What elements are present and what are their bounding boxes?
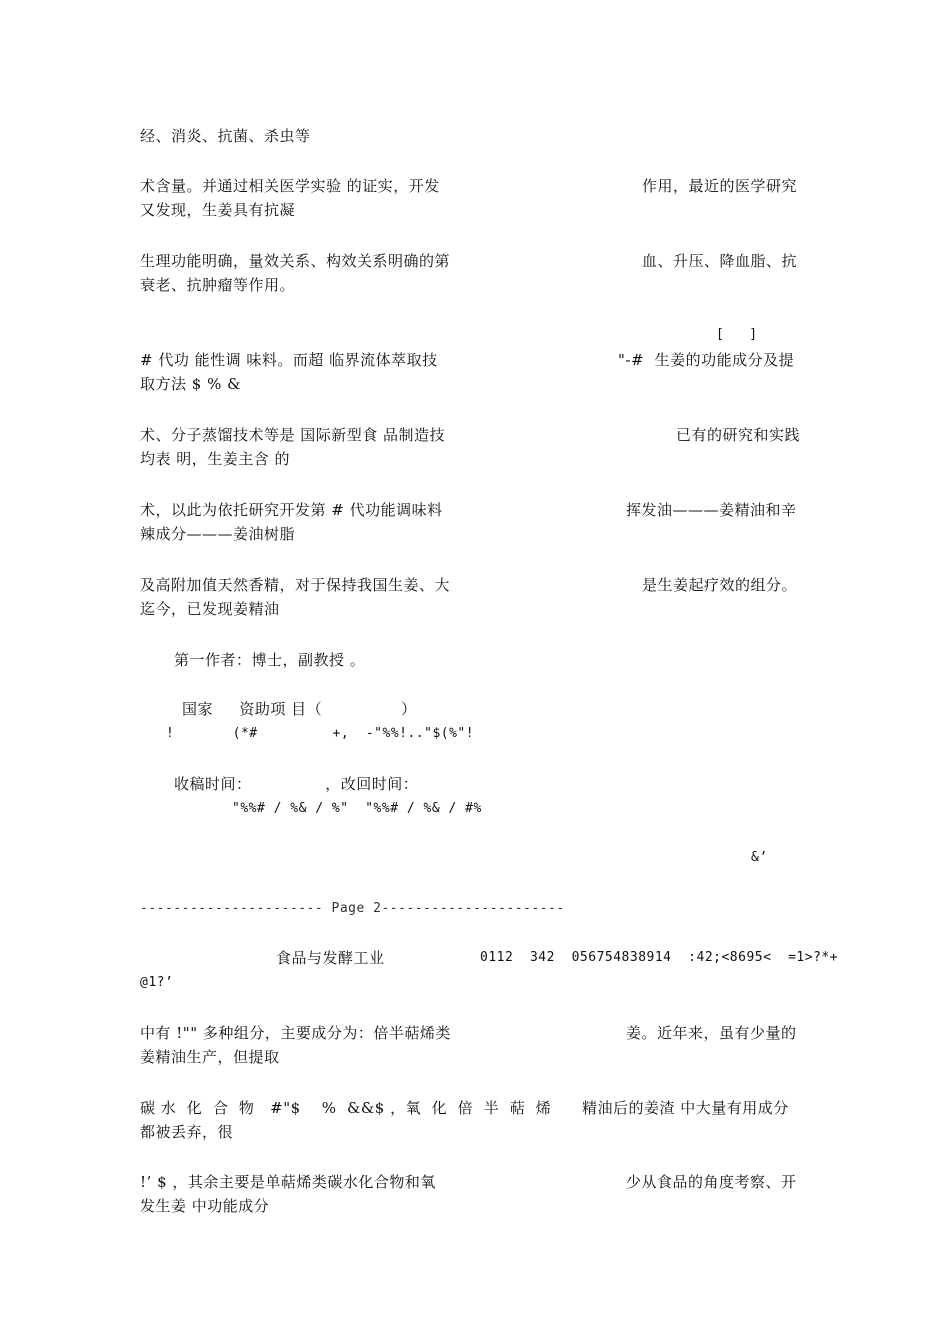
paragraph-7-right: 是生姜起疗效的组分。 (642, 576, 798, 594)
section-heading-right: "-# 生姜的功能成分及提 (618, 351, 795, 369)
fund-code: ! (*# +, -"%%!.."$(%"! (166, 726, 475, 741)
paragraph-7-left: 及高附加值天然香精，对于保持我国生姜、大 (140, 576, 451, 594)
reference-bracket: [ ] (716, 327, 758, 342)
page-separator: ---------------------- Page 2---------------------- (140, 901, 565, 916)
journal-code-continuation: @1?’ (140, 975, 174, 990)
first-author-note: 第一作者：博士，副教授 。 (174, 651, 366, 669)
page2-paragraph-3-continuation: 发生姜 中功能成分 (140, 1197, 270, 1215)
page-corner-mark: &’ (751, 850, 768, 865)
page2-paragraph-2-right: 精油后的姜渣 中大量有用成分 (582, 1099, 789, 1117)
paragraph-5-left: 术、分子蒸馏技术等是 国际新型食 品制造技 (140, 426, 446, 444)
received-date-label: 收稿时间： ，改回时间： (174, 775, 419, 793)
page2-paragraph-3-left: !’ $ ，其余主要是单萜烯类碳水化合物和氧 (140, 1173, 436, 1191)
page2-paragraph-1-left: 中有 !"" 多种组分，主要成分为：倍半萜烯类 (140, 1024, 451, 1042)
paragraph-1: 经、消炎、抗菌、杀虫等 (140, 127, 311, 145)
fund-label: 国家 资助项 目（ ） (182, 700, 417, 718)
paragraph-2-continuation: 又发现，生姜具有抗凝 (140, 201, 296, 219)
paragraph-5-continuation: 均表 明，生姜主含 的 (140, 450, 291, 468)
page2-paragraph-1-continuation: 姜精油生产，但提取 (140, 1048, 280, 1066)
paragraph-3-right: 血、升压、降血脂、抗 (642, 252, 798, 270)
journal-name: 食品与发酵工业 (276, 949, 385, 967)
page2-paragraph-1-right: 姜。近年来，虽有少量的 (626, 1024, 797, 1042)
page2-paragraph-3-right: 少从食品的角度考察、开 (626, 1173, 797, 1191)
paragraph-5-right: 已有的研究和实践 (676, 426, 801, 444)
paragraph-6-left: 术，以此为依托研究开发第 # 代功能调味料 (140, 501, 443, 519)
paragraph-6-right: 挥发油———姜精油和辛 (626, 501, 797, 519)
paragraph-6-continuation: 辣成分———姜油树脂 (140, 525, 296, 543)
journal-code: 0112 342 056754838914 :42;<8695< =1>?*+ (480, 950, 839, 965)
received-date-code: "%%# / %& / %" "%%# / %& / #% (232, 801, 482, 816)
page2-paragraph-2-left: 碳 水 化 合 物 #"$ % &&$ ，氧 化 倍 半 萜 烯 (140, 1099, 552, 1117)
page2-paragraph-2-continuation: 都被丢弃，很 (140, 1123, 234, 1141)
paragraph-2-right: 作用，最近的医学研究 (642, 177, 798, 195)
paragraph-3-continuation: 衰老、抗肿瘤等作用。 (140, 276, 296, 294)
paragraph-4-left: # 代功 能性调 味料。而超 临界流体萃取技 (140, 351, 438, 369)
paragraph-3-left: 生理功能明确，量效关系、构效关系明确的第 (140, 252, 451, 270)
paragraph-4-continuation: 取方法 $ % & (140, 375, 241, 393)
paragraph-7-continuation: 迄今，已发现姜精油 (140, 600, 280, 618)
paragraph-2-left: 术含量。并通过相关医学实验 的证实，开发 (140, 177, 440, 195)
